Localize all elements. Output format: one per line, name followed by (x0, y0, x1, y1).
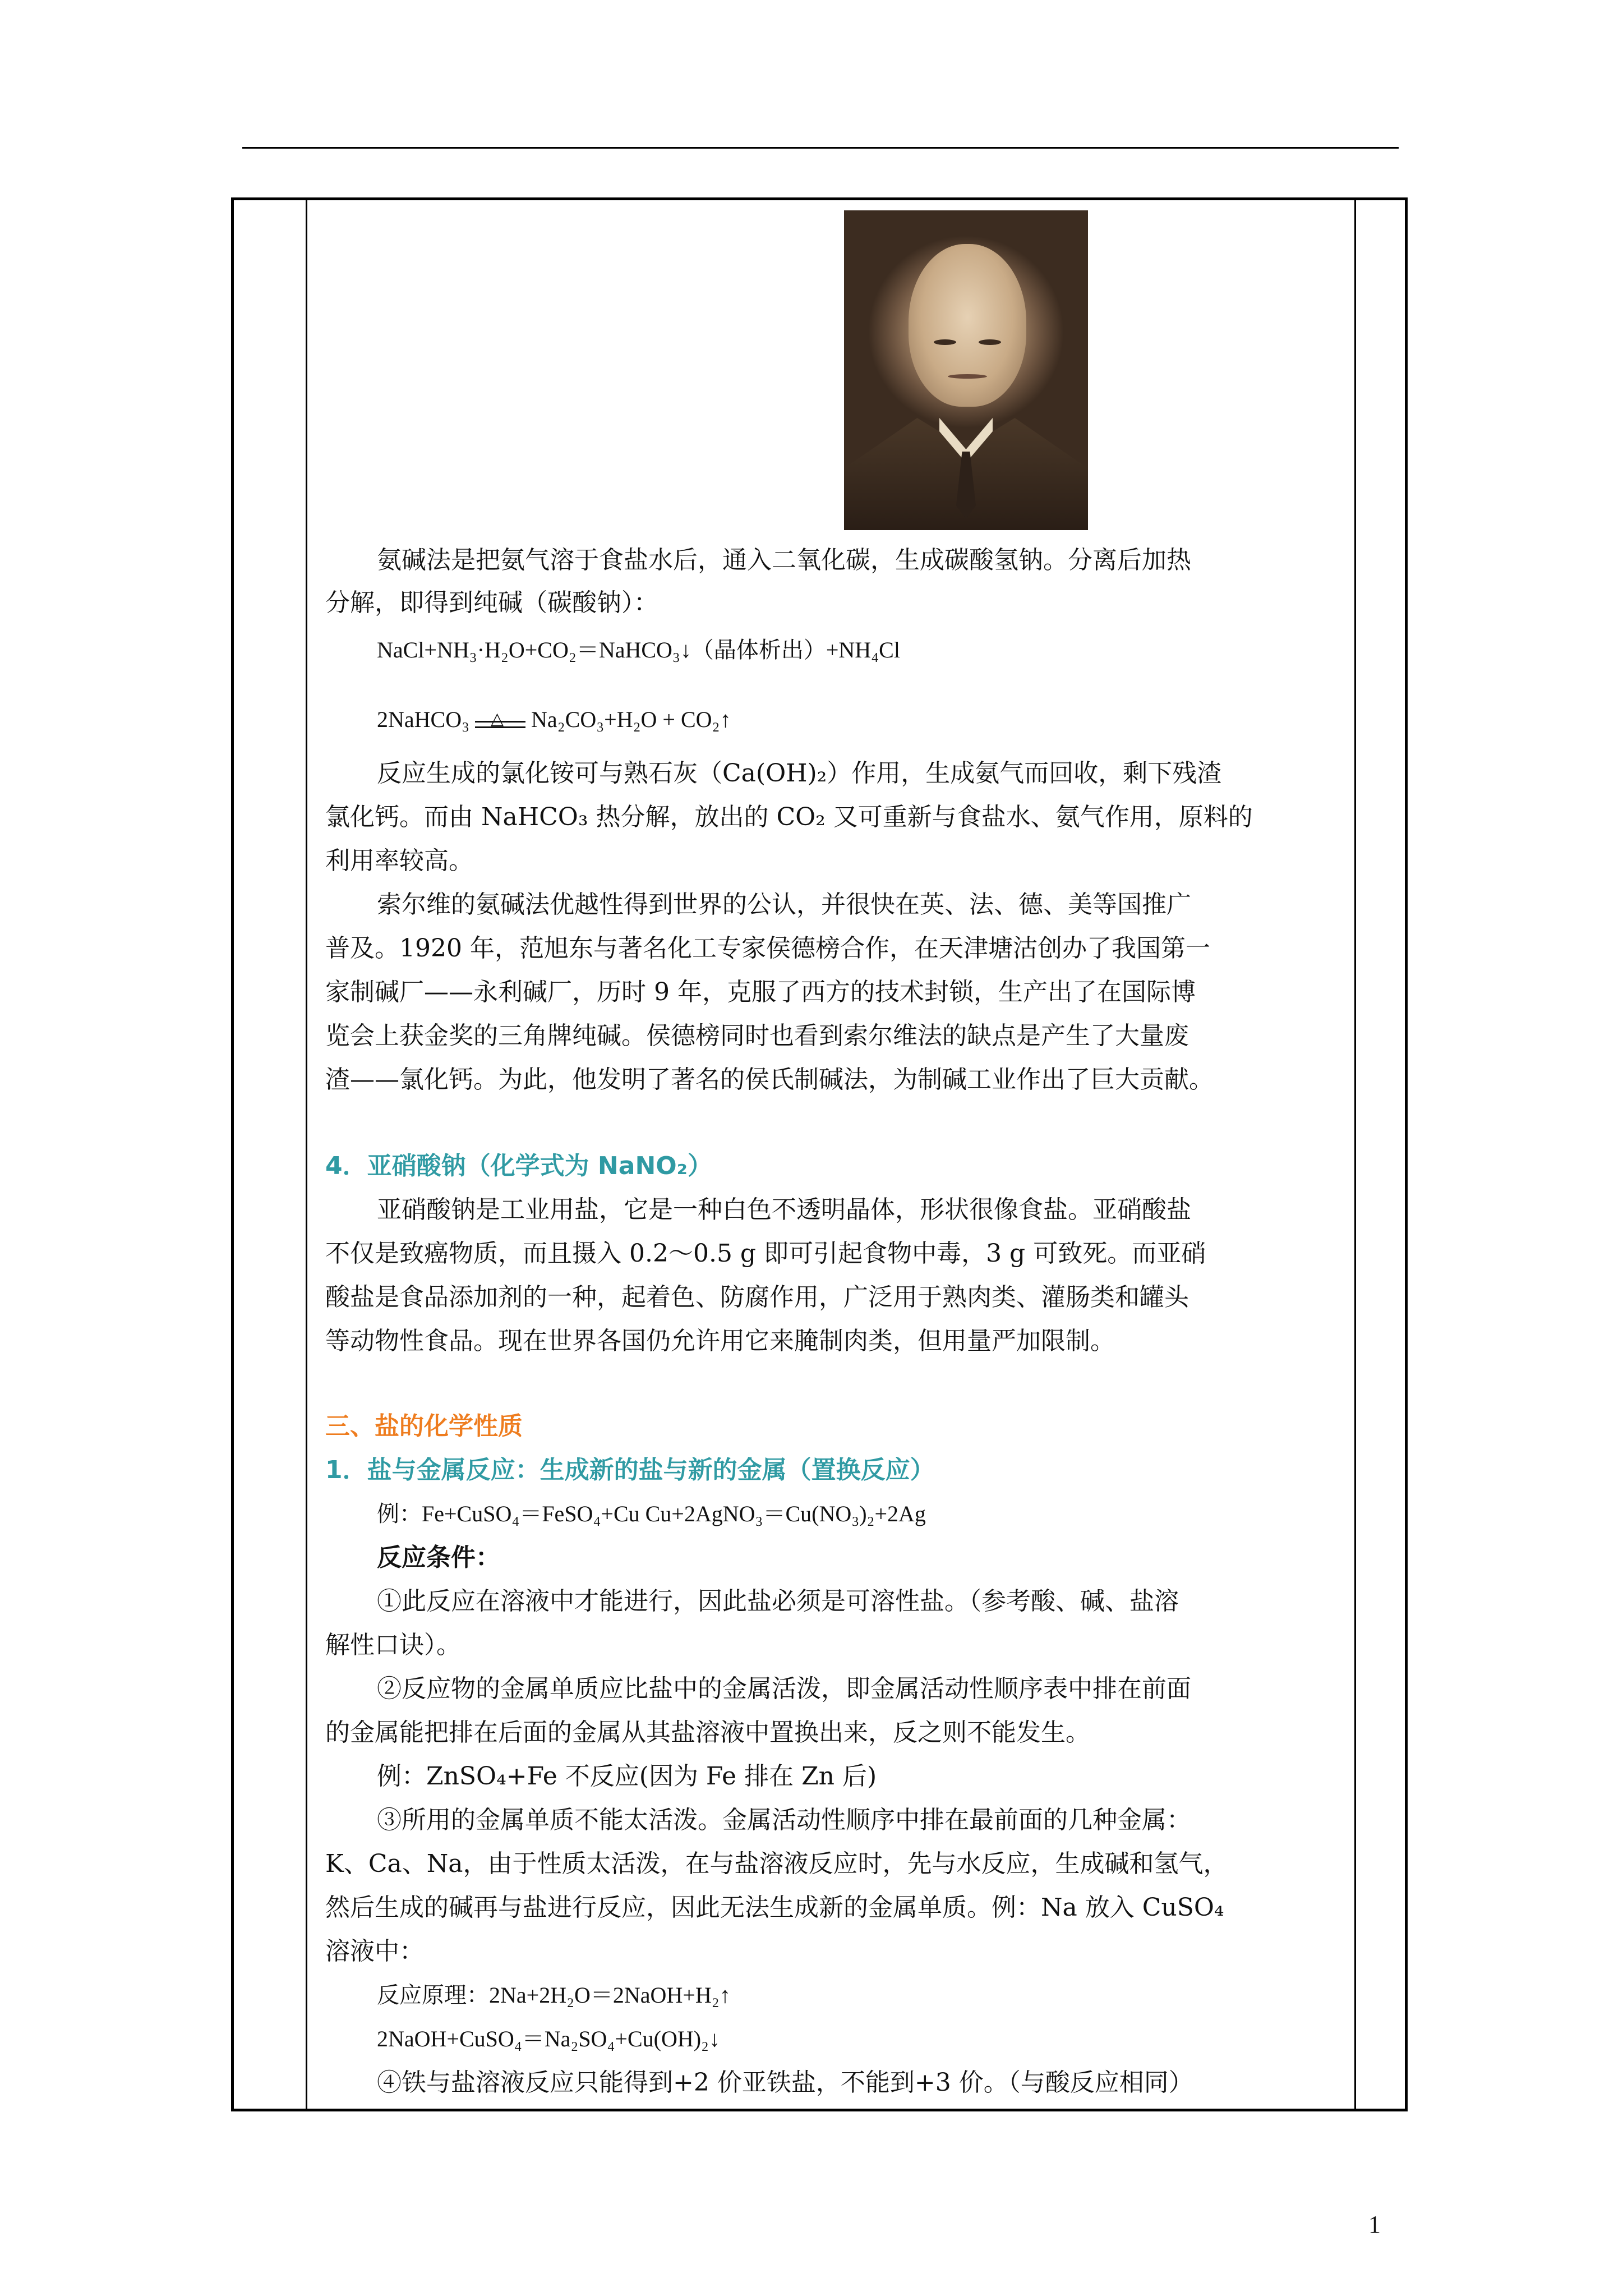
para-3-line5: 渣——氯化钙。为此，他发明了著名的侯氏制碱法，为制碱工业作出了巨大贡献。 (325, 1065, 1214, 1094)
reaction-conditions-title: 反应条件： (377, 1543, 500, 1572)
para-2-line2: 氯化钙。而由 NaHCO₃ 热分解，放出的 CO₂ 又可重新与食盐水、氨气作用，原料的 (325, 803, 1253, 831)
para-2-line1: 反应生成的氯化铵可与熟石灰（Ca(OH)₂）作用，生成氨气而回收，剩下残渣 (377, 759, 1222, 788)
equation-2-right: Na₂CO₃+H₂O + CO₂↑ (531, 707, 731, 732)
heading-salt-chemical-properties: 三、盐的化学性质 (325, 1412, 523, 1441)
equation-1: NaCl+NH₃·H₂O+CO₂＝NaHCO₃↓（晶体析出）+NH₄Cl (377, 637, 900, 662)
portrait-photo (844, 210, 1088, 530)
page-number: 1 (1368, 2211, 1381, 2238)
para-4-line1: 亚硝酸钠是工业用盐，它是一种白色不透明晶体，形状很像食盐。亚硝酸盐 (377, 1195, 1191, 1224)
heat-condition-sign: △ (469, 711, 531, 733)
equation-2 (377, 701, 731, 738)
para-3-line2: 普及。1920 年，范旭东与著名化工专家侯德榜合作，在天津塘沽创办了我国第一 (325, 934, 1210, 963)
heading-salt-metal-reaction: 1．盐与金属反应：生成新的盐与新的金属（置换反应） (325, 1456, 935, 1484)
para-4-line4: 等动物性食品。现在世界各国仍允许用它来腌制肉类，但用量严加限制。 (325, 1327, 1115, 1355)
condition-4: ④铁与盐溶液反应只能得到+2 价亚铁盐，不能到+3 价。（与酸反应相同） (377, 2068, 1193, 2097)
para-ammonia-soda-line1: 氨碱法是把氨气溶于食盐水后，通入二氧化碳，生成碳酸氢钠。分离后加热 (377, 546, 1191, 574)
para-4-line2: 不仅是致癌物质，而且摄入 0.2～0.5 g 即可引起食物中毒，3 g 可致死。而亚硝 (325, 1239, 1206, 1268)
condition-3-line3: 然后生成的碱再与盐进行反应，因此无法生成新的金属单质。例：Na 放入 CuSO₄ (325, 1893, 1224, 1922)
reaction-principle-1: 反应原理：2Na+2H₂O＝2NaOH+H₂↑ (377, 1982, 731, 2008)
equation-2-left: 2NaHCO₃ (377, 707, 470, 732)
para-3-line4: 览会上获金奖的三角牌纯碱。侯德榜同时也看到索尔维法的缺点是产生了大量废 (325, 1022, 1189, 1050)
condition-2-line2: 的金属能把排在后面的金属从其盐溶液中置换出来，反之则不能发生。 (325, 1718, 1090, 1747)
header-rule (242, 147, 1399, 149)
condition-3-line2: K、Ca、Na，由于性质太活泼，在与盐溶液反应时，先与水反应，生成碱和氢气， (325, 1849, 1228, 1878)
para-3-line1: 索尔维的氨碱法优越性得到世界的公认，并很快在英、法、德、美等国推广 (377, 890, 1191, 919)
condition-2-line1: ②反应物的金属单质应比盐中的金属活泼，即金属活动性顺序表中排在前面 (377, 1674, 1191, 1703)
condition-3-line4: 溶液中： (325, 1937, 424, 1966)
condition-1-line1: ①此反应在溶液中才能进行，因此盐必须是可溶性盐。（参考酸、碱、盐溶 (377, 1587, 1179, 1616)
heading-sodium-nitrite: 4．亚硝酸钠（化学式为 NaNO₂） (325, 1152, 712, 1180)
para-4-line3: 酸盐是食品添加剂的一种，起着色、防腐作用，广泛用于熟肉类、灌肠类和罐头 (325, 1283, 1189, 1312)
para-3-line3: 家制碱厂——永利碱厂，历时 9 年，克服了西方的技术封锁，生产出了在国际博 (325, 978, 1196, 1006)
table-column-divider-right (1354, 197, 1356, 2111)
condition-1-line2: 解性口诀）。 (325, 1631, 461, 1659)
example-2: 例：ZnSO₄+Fe 不反应(因为 Fe 排在 Zn 后) (377, 1762, 877, 1791)
condition-3-line1: ③所用的金属单质不能太活泼。金属活动性顺序中排在最前面的几种金属： (377, 1806, 1191, 1834)
para-2-line3: 利用率较高。 (325, 846, 473, 875)
reaction-principle-2: 2NaOH+CuSO₄＝Na₂SO₄+Cu(OH)₂↓ (377, 2026, 720, 2051)
example-1: 例：Fe+CuSO₄＝FeSO₄+Cu Cu+2AgNO₃＝Cu(NO₃)₂+2Ag (377, 1501, 926, 1526)
table-column-divider-left (306, 197, 307, 2111)
para-ammonia-soda-line2: 分解，即得到纯碱（碳酸钠）： (325, 588, 658, 617)
